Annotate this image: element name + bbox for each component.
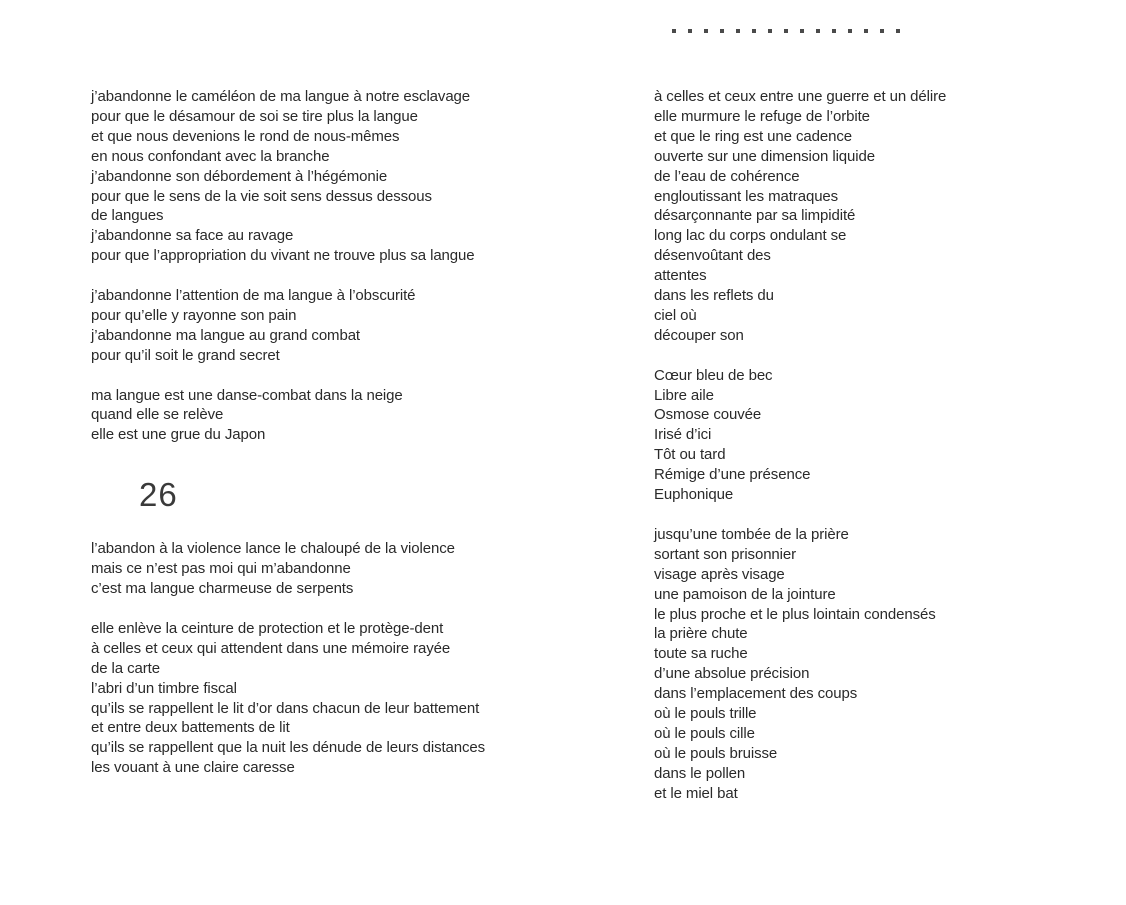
poem-line: pour que le sens de la vie soit sens dessus dessous [91, 187, 432, 205]
poem-line: et que nous devenions le rond de nous-mêmes [91, 127, 400, 145]
dot [752, 29, 756, 33]
decorative-dot-row [672, 29, 912, 33]
poem-line: une pamoison de la jointure [654, 585, 836, 603]
dot [880, 29, 884, 33]
left-column [91, 87, 551, 798]
poem-line: ciel où [654, 306, 697, 324]
page-number: 26 [139, 476, 178, 514]
poem-line: de la carte [91, 659, 160, 677]
poem-line: jusqu’une tombée de la prière [654, 525, 849, 543]
poem-line: Rémige d’une présence [654, 466, 811, 484]
poem-line: et le miel bat [654, 784, 738, 802]
poem-line: l’abri d’un timbre fiscal [91, 679, 237, 697]
poem-line: attentes [654, 267, 707, 285]
poem-line: quand elle se relève [91, 406, 224, 424]
poem-line: dans les reflets du [654, 287, 774, 305]
stanza [91, 539, 551, 599]
dot [896, 29, 900, 33]
right-stanzas [654, 87, 1094, 804]
stanza [91, 619, 551, 778]
poem-line: de langues [91, 207, 164, 225]
poem-line: et que le ring est une cadence [654, 127, 852, 145]
poem-line: engloutissant les matraques [654, 187, 839, 205]
poem-line: et entre deux battements de lit [91, 719, 290, 737]
poem-line: pour qu’il soit le grand secret [91, 346, 280, 364]
poem-line: pour que le désamour de soi se tire plus la langue [91, 107, 418, 125]
poem-line: d’une absolue précision [654, 665, 810, 683]
poem-line: désenvoûtant des [654, 247, 771, 265]
poem-line: ma langue est une danse-combat dans la neige [91, 386, 403, 404]
stanza [91, 286, 551, 366]
poem-line: la prière chute [654, 625, 748, 643]
poem-line: Osmose couvée [654, 406, 762, 424]
poem-line: Tôt ou tard [654, 446, 726, 464]
poem-line: j’abandonne sa face au ravage [91, 227, 294, 245]
poem-line: les vouant à une claire caresse [91, 759, 295, 777]
poem-line: en nous confondant avec la branche [91, 147, 330, 165]
poem-line: sortant son prisonnier [654, 545, 797, 563]
poem-line: dans le pollen [654, 764, 746, 782]
poem-line: le plus proche et le plus lointain condensés [654, 605, 936, 623]
left-bottom-stanzas [91, 539, 551, 778]
stanza [91, 386, 551, 446]
poem-line: Libre aile [654, 386, 714, 404]
poem-line: elle enlève la ceinture de protection et le protège-dent [91, 619, 444, 637]
poem-line: ouverte sur une dimension liquide [654, 147, 876, 165]
dot [864, 29, 868, 33]
poem-line: Euphonique [654, 486, 734, 504]
poem-line: l’abandon à la violence lance le chaloupé de la violence [91, 540, 455, 558]
poem-line: désarçonnante par sa limpidité [654, 207, 856, 225]
poem-line: j’abandonne l’attention de ma langue à l’obscurité [91, 287, 416, 305]
poem-line: où le pouls cille [654, 724, 755, 742]
poem-line: toute sa ruche [654, 645, 748, 663]
poem-line: à celles et ceux entre une guerre et un délire [654, 88, 947, 105]
poem-line: découper son [654, 326, 744, 344]
dot [704, 29, 708, 33]
stanza [91, 87, 551, 266]
poem-line: à celles et ceux qui attendent dans une mémoire rayée [91, 639, 451, 657]
poem-line: de l’eau de cohérence [654, 167, 800, 185]
poem-line: dans l’emplacement des coups [654, 685, 858, 703]
poem-line: Irisé d’ici [654, 426, 712, 444]
dot [672, 29, 676, 33]
poem-line: où le pouls bruisse [654, 744, 778, 762]
poem-line: j’abandonne ma langue au grand combat [91, 326, 361, 344]
poem-line: Cœur bleu de bec [654, 366, 773, 384]
poem-line: elle murmure le refuge de l’orbite [654, 107, 870, 125]
dot [736, 29, 740, 33]
poem-line: elle est une grue du Japon [91, 426, 266, 444]
stanza [654, 366, 1094, 505]
dot [832, 29, 836, 33]
dot [800, 29, 804, 33]
right-column [654, 87, 1094, 823]
dot [816, 29, 820, 33]
poem-line: qu’ils se rappellent que la nuit les dénude de leurs distances [91, 739, 486, 757]
poem-line: où le pouls trille [654, 705, 757, 723]
poem-line: j’abandonne son débordement à l’hégémonie [91, 167, 388, 185]
dot [720, 29, 724, 33]
poem-line: pour qu’elle y rayonne son pain [91, 306, 297, 324]
poem-line: j’abandonne le caméléon de ma langue à notre esclavage [91, 88, 471, 105]
dot [768, 29, 772, 33]
stanza [654, 87, 1094, 346]
poem-line: c’est ma langue charmeuse de serpents [91, 580, 354, 598]
dot [784, 29, 788, 33]
poem-line: mais ce n’est pas moi qui m’abandonne [91, 560, 351, 578]
poem-line: pour que l’appropriation du vivant ne trouve plus sa langue [91, 247, 475, 265]
dot [688, 29, 692, 33]
dot [848, 29, 852, 33]
poem-line: long lac du corps ondulant se [654, 227, 847, 245]
poem-line: qu’ils se rappellent le lit d’or dans chacun de leur battement [91, 699, 480, 717]
poem-line: visage après visage [654, 565, 785, 583]
left-top-stanzas [91, 87, 551, 445]
stanza [654, 525, 1094, 804]
